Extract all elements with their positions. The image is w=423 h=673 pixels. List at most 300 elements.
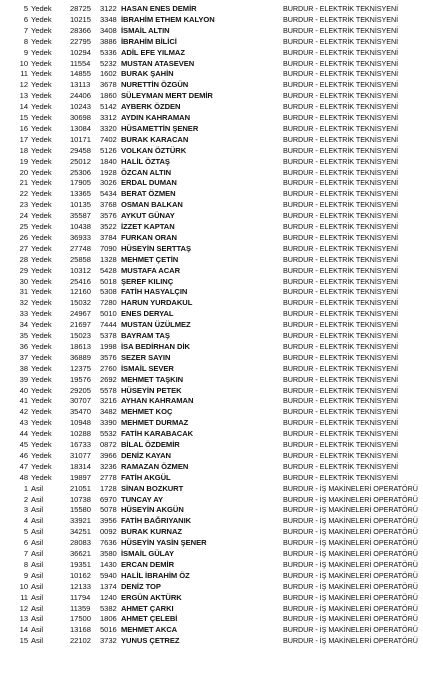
assigned-position: BURDUR - ELEKTRİK TEKNİSYENİ <box>283 232 399 242</box>
row-number: 47 <box>19 461 28 471</box>
assigned-position: BURDUR - ELEKTRİK TEKNİSYENİ <box>283 36 399 46</box>
application-number: 10294 <box>70 47 91 57</box>
candidate-type: Asil <box>31 603 44 613</box>
candidate-type: Yedek <box>31 156 52 166</box>
row-number: 23 <box>19 200 28 210</box>
list-row <box>0 37 423 47</box>
row-number: 12 <box>19 80 28 90</box>
candidate-name: İBRAHİM BİLİCİ <box>121 36 177 46</box>
list-row <box>0 80 423 90</box>
row-number: 7 <box>23 549 28 558</box>
candidate-type: Yedek <box>31 374 52 384</box>
candidate-type: Yedek <box>31 178 52 188</box>
candidate-type: Asil <box>31 614 44 624</box>
list-row <box>0 287 423 297</box>
candidate-type: Asil <box>31 494 44 504</box>
candidate-type: Yedek <box>31 396 52 406</box>
id-suffix: 1840 <box>100 156 117 166</box>
assigned-position: BURDUR - ELEKTRİK TEKNİSYENİ <box>283 178 399 188</box>
application-number: 17500 <box>70 614 91 624</box>
list-row <box>0 320 423 330</box>
candidate-name: ENES DERYAL <box>121 309 174 319</box>
list-row <box>0 69 423 79</box>
application-number: 25858 <box>70 254 91 264</box>
id-suffix: 3390 <box>100 418 117 428</box>
candidate-name: ERGÜN AKTÜRK <box>121 592 182 602</box>
list-row <box>0 146 423 156</box>
list-row <box>0 353 423 363</box>
row-number: 13 <box>19 614 28 624</box>
application-number: 25416 <box>70 276 91 286</box>
assigned-position: BURDUR - İŞ MAKİNELERİ OPERATÖRÜ <box>283 559 418 569</box>
id-suffix: 3482 <box>100 407 117 417</box>
candidate-type: Yedek <box>31 222 52 231</box>
candidate-name: RAMAZAN ÖZMEN <box>121 461 189 471</box>
assigned-position: BURDUR - ELEKTRİK TEKNİSYENİ <box>283 69 399 79</box>
application-number: 30707 <box>70 396 91 406</box>
candidate-name: MUSTAN ATASEVEN <box>121 58 195 68</box>
candidate-type: Yedek <box>31 145 52 155</box>
row-number: 16 <box>19 123 28 133</box>
list-row <box>0 407 423 417</box>
assigned-position: BURDUR - ELEKTRİK TEKNİSYENİ <box>283 418 399 428</box>
list-row <box>0 440 423 450</box>
application-number: 10171 <box>70 134 91 144</box>
candidate-type: Yedek <box>31 363 52 373</box>
candidate-name: HÜSEYİN PETEK <box>121 385 182 395</box>
application-number: 33921 <box>70 516 91 526</box>
row-number: 24 <box>19 211 28 221</box>
assigned-position: BURDUR - İŞ MAKİNELERİ OPERATÖRÜ <box>283 494 418 504</box>
candidate-type: Yedek <box>31 385 52 395</box>
candidate-type: Yedek <box>31 232 52 242</box>
row-number: 7 <box>23 25 28 35</box>
id-suffix: 1240 <box>100 592 117 602</box>
application-number: 19897 <box>70 472 91 482</box>
application-number: 36621 <box>70 549 91 558</box>
assigned-position: BURDUR - ELEKTRİK TEKNİSYENİ <box>283 200 399 210</box>
row-number: 17 <box>19 134 28 144</box>
row-number: 20 <box>19 167 28 177</box>
id-suffix: 0092 <box>100 527 117 537</box>
assigned-position: BURDUR - ELEKTRİK TEKNİSYENİ <box>283 440 399 449</box>
assigned-position: BURDUR - ELEKTRİK TEKNİSYENİ <box>283 145 399 155</box>
id-suffix: 1328 <box>100 254 117 264</box>
candidate-name: BURAK KARACAN <box>121 134 189 144</box>
list-row <box>0 135 423 145</box>
list-row <box>0 189 423 199</box>
application-number: 10162 <box>70 570 91 580</box>
row-number: 42 <box>19 407 28 417</box>
candidate-type: Yedek <box>31 14 52 24</box>
id-suffix: 1860 <box>100 91 117 101</box>
candidate-type: Yedek <box>31 276 52 286</box>
row-number: 4 <box>23 516 28 526</box>
id-suffix: 7444 <box>100 320 117 330</box>
candidate-name: İBRAHİM ETHEM KALYON <box>121 14 215 24</box>
list-row <box>0 102 423 112</box>
row-number: 36 <box>19 341 28 351</box>
candidate-name: ADİL EFE YILMAZ <box>121 47 185 57</box>
application-number: 24406 <box>70 91 91 101</box>
candidate-type: Yedek <box>31 36 52 46</box>
id-suffix: 3576 <box>100 211 117 221</box>
row-number: 13 <box>19 91 28 101</box>
id-suffix: 5532 <box>100 429 117 439</box>
row-number: 14 <box>19 102 28 112</box>
application-number: 10135 <box>70 200 91 210</box>
application-number: 35470 <box>70 407 91 417</box>
list-row <box>0 614 423 624</box>
candidate-type: Asil <box>31 516 44 526</box>
list-row <box>0 604 423 614</box>
list-row <box>0 244 423 254</box>
row-number: 18 <box>19 145 28 155</box>
list-row <box>0 549 423 559</box>
list-row <box>0 222 423 232</box>
candidate-name: BURAK ŞAHİN <box>121 69 174 79</box>
assigned-position: BURDUR - ELEKTRİK TEKNİSYENİ <box>283 123 399 133</box>
list-row <box>0 396 423 406</box>
row-number: 37 <box>19 352 28 362</box>
id-suffix: 3580 <box>100 549 117 558</box>
candidate-type: Yedek <box>31 254 52 264</box>
list-row <box>0 266 423 276</box>
candidate-name: İZZET KAPTAN <box>121 222 175 231</box>
assigned-position: BURDUR - İŞ MAKİNELERİ OPERATÖRÜ <box>283 516 418 526</box>
list-row <box>0 4 423 14</box>
candidate-name: BİLAL ÖZDEMİR <box>121 440 180 449</box>
candidate-name: AYKUT GÜNAY <box>121 211 175 221</box>
candidate-type: Yedek <box>31 25 52 35</box>
candidate-type: Yedek <box>31 472 52 482</box>
assigned-position: BURDUR - ELEKTRİK TEKNİSYENİ <box>283 363 399 373</box>
id-suffix: 3348 <box>100 14 117 24</box>
list-row <box>0 59 423 69</box>
candidate-name: MUSTAFA ACAR <box>121 265 181 275</box>
id-suffix: 2778 <box>100 472 117 482</box>
candidate-type: Yedek <box>31 134 52 144</box>
candidate-type: Asil <box>31 592 44 602</box>
id-suffix: 3768 <box>100 200 117 210</box>
row-number: 48 <box>19 472 28 482</box>
results-list <box>0 4 423 669</box>
application-number: 10948 <box>70 418 91 428</box>
row-number: 11 <box>20 69 28 79</box>
candidate-type: Yedek <box>31 450 52 460</box>
candidate-type: Yedek <box>31 440 52 449</box>
row-number: 45 <box>19 440 28 449</box>
row-number: 8 <box>23 559 28 569</box>
id-suffix: 5308 <box>100 287 117 297</box>
application-number: 28366 <box>70 25 91 35</box>
candidate-type: Asil <box>31 505 44 515</box>
candidate-name: SİNAN BOZKURT <box>121 483 184 493</box>
assigned-position: BURDUR - İŞ MAKİNELERİ OPERATÖRÜ <box>283 527 418 537</box>
application-number: 18314 <box>70 461 91 471</box>
application-number: 30698 <box>70 113 91 122</box>
application-number: 10215 <box>70 14 91 24</box>
list-row <box>0 342 423 352</box>
assigned-position: BURDUR - ELEKTRİK TEKNİSYENİ <box>283 47 399 57</box>
id-suffix: 3886 <box>100 36 117 46</box>
application-number: 34251 <box>70 527 91 537</box>
id-suffix: 3216 <box>100 396 117 406</box>
assigned-position: BURDUR - ELEKTRİK TEKNİSYENİ <box>283 298 399 308</box>
list-row <box>0 309 423 319</box>
assigned-position: BURDUR - İŞ MAKİNELERİ OPERATÖRÜ <box>283 581 418 591</box>
list-row <box>0 505 423 515</box>
application-number: 15580 <box>70 505 91 515</box>
list-row <box>0 26 423 36</box>
list-row <box>0 625 423 635</box>
id-suffix: 5940 <box>100 570 117 580</box>
assigned-position: BURDUR - ELEKTRİK TEKNİSYENİ <box>283 450 399 460</box>
row-number: 8 <box>23 36 28 46</box>
row-number: 25 <box>19 222 28 231</box>
id-suffix: 3956 <box>100 516 117 526</box>
row-number: 46 <box>19 450 28 460</box>
candidate-name: AYDIN KAHRAMAN <box>121 113 191 122</box>
row-number: 41 <box>19 396 28 406</box>
candidate-name: İSMAİL ALTIN <box>121 25 170 35</box>
list-row <box>0 418 423 428</box>
candidate-name: OSMAN BALKAN <box>121 200 183 210</box>
assigned-position: BURDUR - ELEKTRİK TEKNİSYENİ <box>283 429 399 439</box>
assigned-position: BURDUR - ELEKTRİK TEKNİSYENİ <box>283 309 399 319</box>
id-suffix: 3678 <box>100 80 117 90</box>
assigned-position: BURDUR - ELEKTRİK TEKNİSYENİ <box>283 156 399 166</box>
candidate-type: Yedek <box>31 429 52 439</box>
candidate-name: FATİH AKGÜL <box>121 472 171 482</box>
application-number: 13084 <box>70 123 91 133</box>
assigned-position: BURDUR - İŞ MAKİNELERİ OPERATÖRÜ <box>283 483 418 493</box>
application-number: 21051 <box>70 483 91 493</box>
row-number: 14 <box>19 625 28 635</box>
id-suffix: 7090 <box>100 243 117 253</box>
list-row <box>0 298 423 308</box>
application-number: 18613 <box>70 341 91 351</box>
application-number: 14855 <box>70 69 91 79</box>
row-number: 26 <box>19 232 28 242</box>
row-number: 6 <box>23 14 28 24</box>
application-number: 10243 <box>70 102 91 112</box>
candidate-type: Yedek <box>31 4 52 13</box>
list-row <box>0 636 423 646</box>
candidate-type: Yedek <box>31 189 52 199</box>
id-suffix: 3732 <box>100 636 117 646</box>
assigned-position: BURDUR - ELEKTRİK TEKNİSYENİ <box>283 276 399 286</box>
assigned-position: BURDUR - İŞ MAKİNELERİ OPERATÖRÜ <box>283 538 418 548</box>
id-suffix: 5578 <box>100 385 117 395</box>
row-number: 32 <box>19 298 28 308</box>
list-row <box>0 527 423 537</box>
assigned-position: BURDUR - ELEKTRİK TEKNİSYENİ <box>283 341 399 351</box>
row-number: 21 <box>19 178 28 188</box>
candidate-name: HÜSAMETTİN ŞENER <box>121 123 199 133</box>
row-number: 35 <box>19 331 28 340</box>
row-number: 5 <box>23 4 28 13</box>
candidate-name: İSMAİL GÜLAY <box>121 549 174 558</box>
candidate-type: Yedek <box>31 418 52 428</box>
list-row <box>0 233 423 243</box>
application-number: 29458 <box>70 145 91 155</box>
candidate-name: MEHMET ÇETİN <box>121 254 179 264</box>
id-suffix: 7280 <box>100 298 117 308</box>
candidate-type: Yedek <box>31 352 52 362</box>
list-row <box>0 48 423 58</box>
application-number: 16733 <box>70 440 91 449</box>
application-number: 13365 <box>70 189 91 199</box>
candidate-name: NURETTİN ÖZGÜN <box>121 80 189 90</box>
assigned-position: BURDUR - ELEKTRİK TEKNİSYENİ <box>283 374 399 384</box>
row-number: 10 <box>19 581 28 591</box>
row-number: 9 <box>23 47 28 57</box>
list-row <box>0 473 423 483</box>
assigned-position: BURDUR - ELEKTRİK TEKNİSYENİ <box>283 461 399 471</box>
candidate-name: SEZER SAYIN <box>121 352 171 362</box>
assigned-position: BURDUR - İŞ MAKİNELERİ OPERATÖRÜ <box>283 603 418 613</box>
application-number: 11554 <box>70 58 91 68</box>
assigned-position: BURDUR - ELEKTRİK TEKNİSYENİ <box>283 331 399 340</box>
id-suffix: 5336 <box>100 47 117 57</box>
id-suffix: 3312 <box>100 113 117 122</box>
assigned-position: BURDUR - ELEKTRİK TEKNİSYENİ <box>283 113 399 122</box>
id-suffix: 3784 <box>100 232 117 242</box>
id-suffix: 5382 <box>100 603 117 613</box>
candidate-type: Yedek <box>31 407 52 417</box>
candidate-type: Asil <box>31 549 44 558</box>
row-number: 43 <box>19 418 28 428</box>
list-row <box>0 582 423 592</box>
candidate-name: ERCAN DEMİR <box>121 559 175 569</box>
candidate-type: Yedek <box>31 200 52 210</box>
candidate-name: AYBERK ÖZDEN <box>121 102 181 112</box>
assigned-position: BURDUR - İŞ MAKİNELERİ OPERATÖRÜ <box>283 549 418 558</box>
list-row <box>0 462 423 472</box>
candidate-type: Yedek <box>31 58 52 68</box>
candidate-name: FATİH KARABACAK <box>121 429 194 439</box>
candidate-name: FATİH BAĞRIYANIK <box>121 516 192 526</box>
candidate-type: Asil <box>31 559 44 569</box>
id-suffix: 3320 <box>100 123 117 133</box>
id-suffix: 5232 <box>100 58 117 68</box>
candidate-type: Yedek <box>31 341 52 351</box>
application-number: 19576 <box>70 374 91 384</box>
application-number: 13168 <box>70 625 91 635</box>
row-number: 34 <box>19 320 28 330</box>
list-row <box>0 168 423 178</box>
candidate-name: TUNCAY AY <box>121 494 164 504</box>
assigned-position: BURDUR - ELEKTRİK TEKNİSYENİ <box>283 396 399 406</box>
candidate-name: FURKAN ORAN <box>121 232 177 242</box>
id-suffix: 1728 <box>100 483 117 493</box>
candidate-type: Yedek <box>31 167 52 177</box>
application-number: 25012 <box>70 156 91 166</box>
list-row <box>0 113 423 123</box>
application-number: 10312 <box>70 265 91 275</box>
candidate-name: VOLKAN ÖZTÜRK <box>121 145 187 155</box>
list-row <box>0 255 423 265</box>
candidate-name: AHMET ÇARKI <box>121 603 174 613</box>
assigned-position: BURDUR - ELEKTRİK TEKNİSYENİ <box>283 254 399 264</box>
candidate-name: İSA BEDİRHAN DİK <box>121 341 190 351</box>
row-number: 29 <box>19 265 28 275</box>
id-suffix: 5010 <box>100 309 117 319</box>
row-number: 11 <box>20 592 28 602</box>
candidate-type: Yedek <box>31 113 52 122</box>
id-suffix: 1602 <box>100 69 117 79</box>
id-suffix: 3966 <box>100 450 117 460</box>
row-number: 44 <box>19 429 28 439</box>
application-number: 19351 <box>70 559 91 569</box>
row-number: 9 <box>23 570 28 580</box>
assigned-position: BURDUR - İŞ MAKİNELERİ OPERATÖRÜ <box>283 505 418 515</box>
row-number: 15 <box>19 113 28 122</box>
assigned-position: BURDUR - ELEKTRİK TEKNİSYENİ <box>283 91 399 101</box>
application-number: 21697 <box>70 320 91 330</box>
candidate-name: AHMET ÇELEBİ <box>121 614 178 624</box>
candidate-name: MEHMET KOÇ <box>121 407 173 417</box>
list-row <box>0 178 423 188</box>
assigned-position: BURDUR - ELEKTRİK TEKNİSYENİ <box>283 222 399 231</box>
candidate-name: MEHMET AKCA <box>121 625 178 635</box>
assigned-position: BURDUR - ELEKTRİK TEKNİSYENİ <box>283 385 399 395</box>
assigned-position: BURDUR - İŞ MAKİNELERİ OPERATÖRÜ <box>283 592 418 602</box>
application-number: 22795 <box>70 36 91 46</box>
candidate-type: Yedek <box>31 309 52 319</box>
assigned-position: BURDUR - ELEKTRİK TEKNİSYENİ <box>283 352 399 362</box>
list-row <box>0 451 423 461</box>
id-suffix: 1998 <box>100 341 117 351</box>
list-row <box>0 429 423 439</box>
id-suffix: 5016 <box>100 625 117 635</box>
candidate-name: MEHMET TAŞKIN <box>121 374 184 384</box>
application-number: 27748 <box>70 243 91 253</box>
list-row <box>0 560 423 570</box>
candidate-type: Yedek <box>31 102 52 112</box>
candidate-name: SÜLEYMAN MERT DEMİR <box>121 91 213 101</box>
row-number: 19 <box>19 156 28 166</box>
row-number: 38 <box>19 363 28 373</box>
candidate-type: Asil <box>31 570 44 580</box>
row-number: 2 <box>23 494 28 504</box>
id-suffix: 3408 <box>100 25 117 35</box>
assigned-position: BURDUR - ELEKTRİK TEKNİSYENİ <box>283 265 399 275</box>
candidate-type: Asil <box>31 527 44 537</box>
candidate-name: ŞEREF KILINÇ <box>121 276 174 286</box>
application-number: 10288 <box>70 429 91 439</box>
id-suffix: 3026 <box>100 178 117 188</box>
application-number: 36889 <box>70 352 91 362</box>
assigned-position: BURDUR - ELEKTRİK TEKNİSYENİ <box>283 320 399 330</box>
candidate-type: Yedek <box>31 243 52 253</box>
application-number: 10738 <box>70 494 91 504</box>
assigned-position: BURDUR - ELEKTRİK TEKNİSYENİ <box>283 243 399 253</box>
id-suffix: 5428 <box>100 265 117 275</box>
row-number: 27 <box>19 243 28 253</box>
id-suffix: 3122 <box>100 4 117 13</box>
candidate-name: DENİZ TOP <box>121 581 161 591</box>
candidate-name: BAYRAM TAŞ <box>121 331 170 340</box>
row-number: 40 <box>19 385 28 395</box>
assigned-position: BURDUR - ELEKTRİK TEKNİSYENİ <box>283 25 399 35</box>
application-number: 13113 <box>70 80 91 90</box>
application-number: 17905 <box>70 178 91 188</box>
application-number: 36933 <box>70 232 91 242</box>
candidate-type: Yedek <box>31 123 52 133</box>
list-row <box>0 495 423 505</box>
